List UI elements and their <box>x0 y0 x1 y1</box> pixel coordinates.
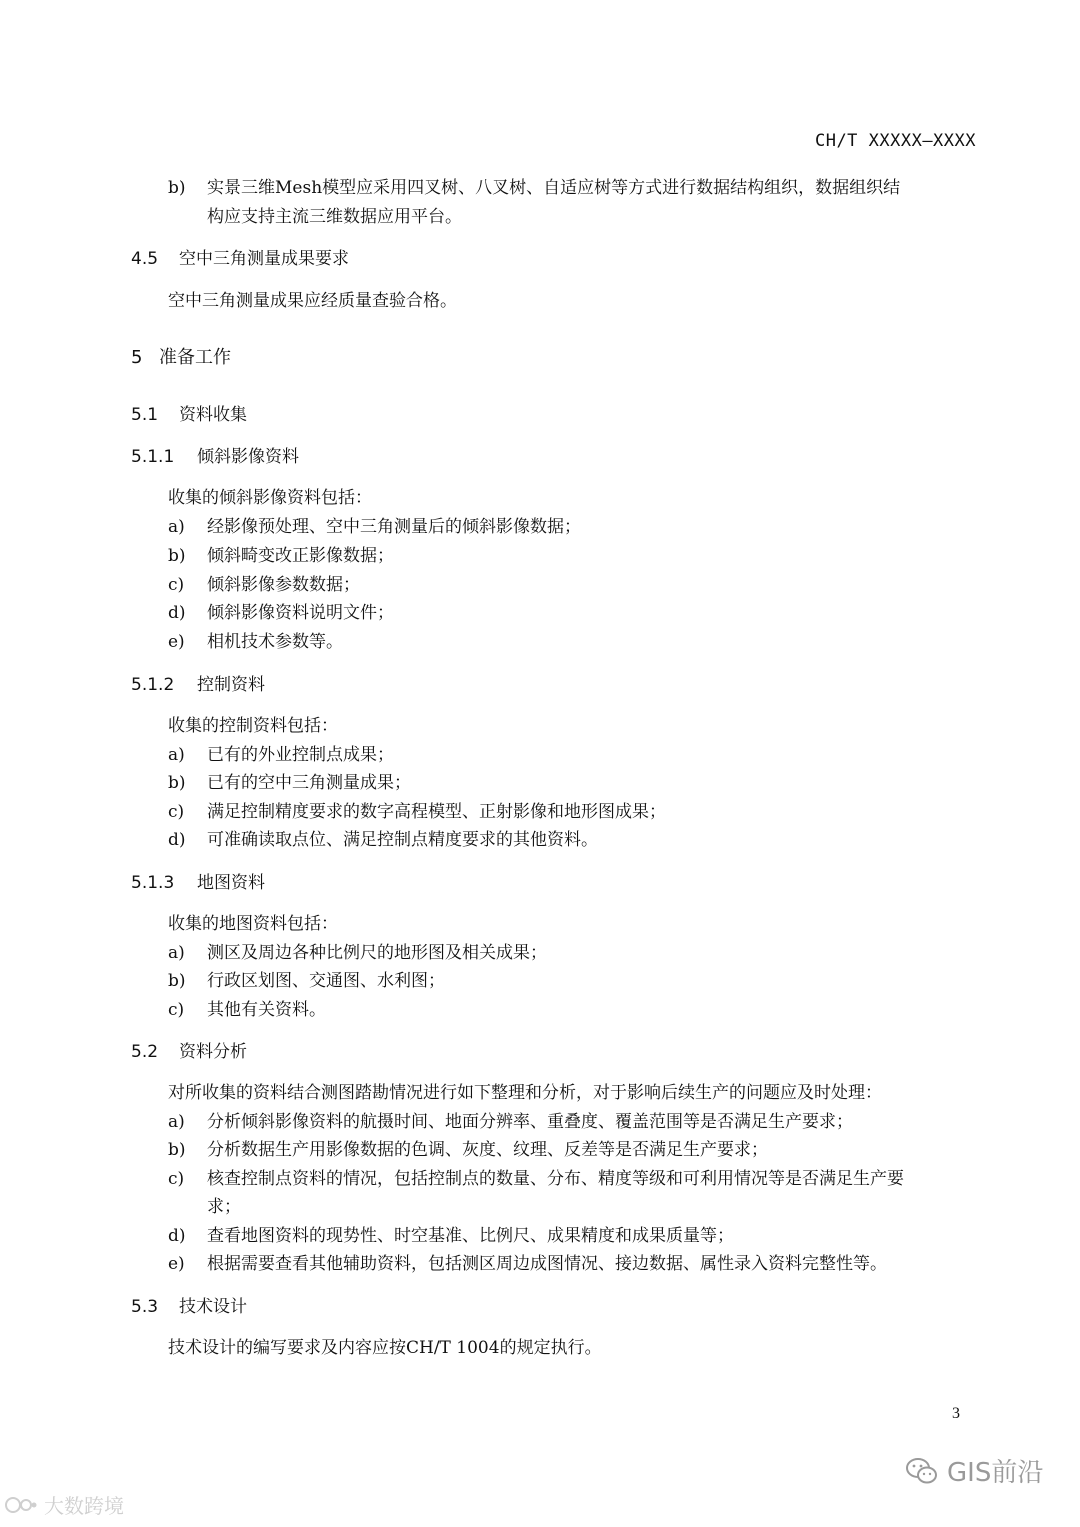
section-title: 技术设计 <box>179 1297 247 1317</box>
item-text: 核查控制点资料的情况，包括控制点的数量、分布、精度等级和可利用情况等是否满足生产要 <box>207 1169 904 1189</box>
item-text: 查看地图资料的现势性、时空基准、比例尺、成果精度和成果质量等； <box>207 1226 734 1246</box>
paragraph: 技术设计的编写要求及内容应按CH/T 1004的规定执行。 <box>168 1338 602 1358</box>
item-text-continuation: 构应支持主流三维数据应用平台。 <box>207 207 462 227</box>
paragraph: 空中三角测量成果应经质量查验合格。 <box>168 291 457 311</box>
watermark-logo-icon <box>4 1494 38 1516</box>
watermark-right <box>905 1452 1043 1489</box>
item-text: 分析倾斜影像资料的航摄时间、地面分辨率、重叠度、覆盖范围等是否满足生产要求； <box>207 1112 853 1132</box>
item-marker: a) <box>168 943 185 963</box>
watermark-left <box>4 1490 124 1519</box>
item-text: 经影像预处理、空中三角测量后的倾斜影像数据； <box>207 517 581 537</box>
item-text: 倾斜畸变改正影像数据； <box>207 546 394 566</box>
section-title: 资料收集 <box>179 405 247 425</box>
subsection-heading <box>131 872 265 894</box>
section-number: 4.5 <box>131 249 159 269</box>
wechat-icon <box>905 1456 939 1486</box>
section-number: 5.1 <box>131 405 159 425</box>
subsection-title: 倾斜影像资料 <box>197 447 299 467</box>
item-marker: b) <box>168 1140 186 1160</box>
item-text: 相机技术参数等。 <box>207 632 343 652</box>
item-text: 其他有关资料。 <box>207 1000 326 1020</box>
chapter-heading <box>131 347 231 369</box>
item-text: 已有的空中三角测量成果； <box>207 773 411 793</box>
item-text: 行政区划图、交通图、水利图； <box>207 971 445 991</box>
item-text: 已有的外业控制点成果； <box>207 745 394 765</box>
item-text: 根据需要查看其他辅助资料，包括测区周边成图情况、接边数据、属性录入资料完整性等。 <box>207 1254 887 1274</box>
item-marker: d) <box>168 830 186 850</box>
item-marker: d) <box>168 603 186 623</box>
item-text: 实景三维Mesh模型应采用四叉树、八叉树、自适应树等方式进行数据结构组织，数据组织结 <box>207 178 901 198</box>
paragraph: 收集的控制资料包括： <box>168 716 338 736</box>
subsection-heading <box>131 446 299 468</box>
item-text: 分析数据生产用影像数据的色调、灰度、纹理、反差等是否满足生产要求； <box>207 1140 768 1160</box>
item-marker: a) <box>168 745 185 765</box>
item-marker: c) <box>168 1169 185 1189</box>
watermark-left-text: 大数跨境 <box>44 1494 124 1518</box>
page-number: 3 <box>952 1405 960 1422</box>
section-number: 5.3 <box>131 1297 159 1317</box>
item-text-continuation: 求； <box>207 1197 241 1217</box>
paragraph: 收集的地图资料包括： <box>168 914 338 934</box>
subsection-number: 5.1.1 <box>131 447 175 467</box>
item-marker: c) <box>168 1000 185 1020</box>
paragraph: 收集的倾斜影像资料包括： <box>168 488 372 508</box>
item-marker: c) <box>168 575 185 595</box>
item-text: 测区及周边各种比例尺的地形图及相关成果； <box>207 943 547 963</box>
subsection-title: 地图资料 <box>197 873 265 893</box>
paragraph: 对所收集的资料结合测图踏勘情况进行如下整理和分析，对于影响后续生产的问题应及时处理： <box>168 1083 882 1103</box>
item-marker: b) <box>168 773 186 793</box>
item-marker: b) <box>168 546 186 566</box>
section-title: 资料分析 <box>179 1042 247 1062</box>
document-code: CH/T XXXXX—XXXX <box>814 131 976 151</box>
item-marker: d) <box>168 1226 186 1246</box>
item-text: 倾斜影像资料说明文件； <box>207 603 394 623</box>
subsection-title: 控制资料 <box>197 675 265 695</box>
item-marker: b) <box>168 178 186 198</box>
section-number: 5.2 <box>131 1042 159 1062</box>
item-text: 倾斜影像参数数据； <box>207 575 360 595</box>
item-marker: a) <box>168 517 185 537</box>
item-text: 满足控制精度要求的数字高程模型、正射影像和地形图成果； <box>207 802 666 822</box>
section-heading <box>131 404 247 426</box>
section-heading <box>131 1296 247 1318</box>
item-marker: c) <box>168 802 185 822</box>
chapter-number: 5 <box>131 347 143 368</box>
section-title: 空中三角测量成果要求 <box>179 249 349 269</box>
watermark-right-text: GIS前沿 <box>947 1458 1044 1488</box>
item-marker: e) <box>168 632 185 652</box>
subsection-number: 5.1.3 <box>131 873 175 893</box>
item-marker: e) <box>168 1254 185 1274</box>
chapter-title: 准备工作 <box>159 347 231 368</box>
item-text: 可准确读取点位、满足控制点精度要求的其他资料。 <box>207 830 598 850</box>
item-marker: a) <box>168 1112 185 1132</box>
subsection-heading <box>131 674 265 696</box>
section-heading <box>131 248 349 270</box>
section-heading <box>131 1041 247 1063</box>
subsection-number: 5.1.2 <box>131 675 175 695</box>
item-marker: b) <box>168 971 186 991</box>
